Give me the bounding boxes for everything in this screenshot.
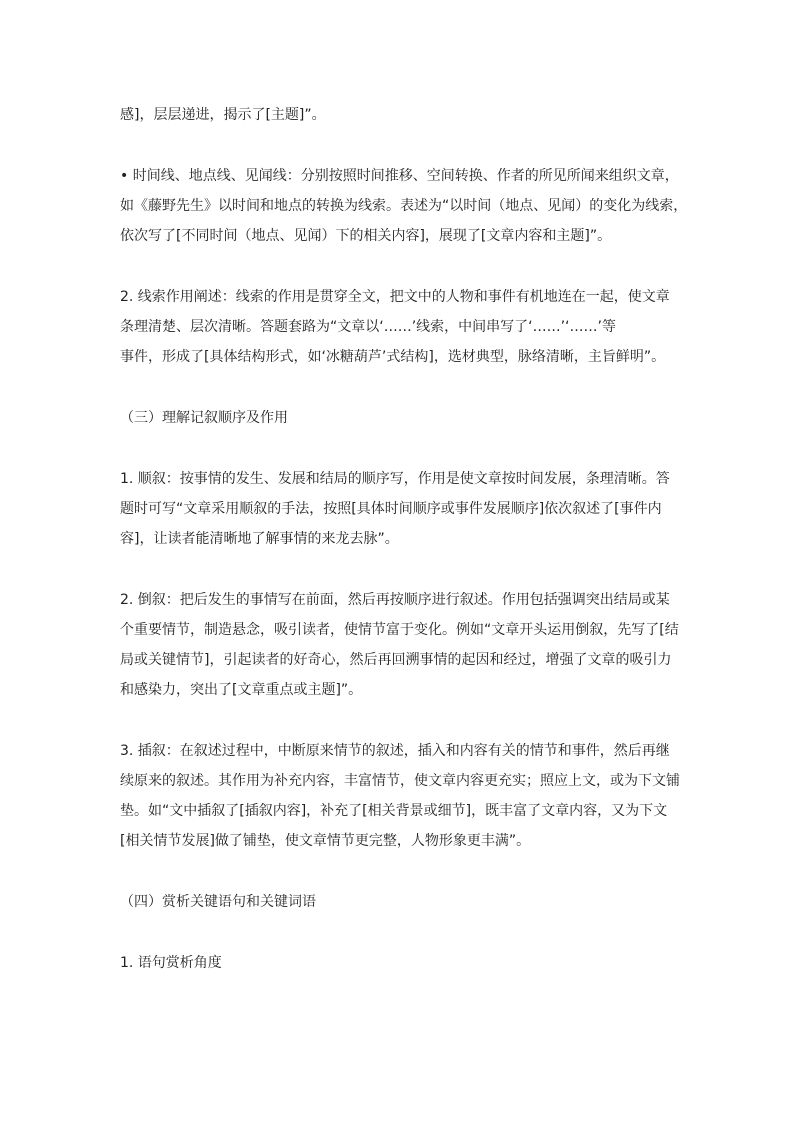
paragraph [120,282,690,372]
paragraph-gap [120,433,690,464]
paragraph [120,585,690,705]
text-line: [相关情节发展]做了铺垫，使文章情节更完整，人物形象更丰满”。 [120,833,531,849]
text-line: 续原来的叙述。其作用为补充内容，丰富情节，使文章内容更充实；照应上文，或为下文铺 [120,773,680,789]
text-line: 事件，形成了[具体结构形式，如‘冰糖葫芦’式结构]，选材典型，脉络清晰，主旨鲜明”。 [120,349,666,365]
heading-text: （三）理解记叙顺序及作用 [120,410,288,426]
text-line: 3. 插叙：在叙述过程中，中断原来情节的叙述，插入和内容有关的情节和事件，然后再继 [120,743,670,759]
subsection-heading [120,948,690,978]
paragraph-gap [120,856,690,887]
heading-text: （四）赏析关键语句和关键词语 [120,894,316,910]
text-line: 个重要情节，制造悬念，吸引读者，使情节富于变化。例如“文章开头运用倒叙，先写了[结 [120,622,679,638]
paragraph-gap [120,554,690,585]
text-line: 感]，层层递进，揭示了[主题]”。 [120,107,326,123]
paragraph-gap [120,251,690,282]
paragraph-gap [120,705,690,736]
paragraph-gap [120,130,690,161]
paragraph-gap [120,917,690,948]
paragraph-gap [120,372,690,403]
section-heading [120,887,690,917]
text-line: 条理清楚、层次清晰。答题套路为“文章以‘……’线索，中间串写了‘……’‘……’等 [120,319,616,335]
text-line: 和感染力，突出了[文章重点或主题]”。 [120,682,363,698]
text-line: 依次写了[不同时间（地点、见闻）下的相关内容]，展现了[文章内容和主题]”。 [120,228,612,244]
text-line: 题时可写“文章采用顺叙的手法，按照[具体时间顺序或事件发展顺序]依次叙述了[事件内 [120,501,662,517]
section-heading [120,403,690,433]
paragraph [120,464,690,554]
text-line: 垫。如“文中插叙了[插叙内容]，补充了[相关背景或细节]，既丰富了文章内容，又为下文 [120,803,668,819]
paragraph [120,161,690,251]
paragraph [120,100,690,130]
text-line: 1. 顺叙：按事情的发生、发展和结局的顺序写，作用是使文章按时间发展，条理清晰。答 [120,471,670,487]
text-line: 2. 倒叙：把后发生的事情写在前面，然后再按顺序进行叙述。作用包括强调突出结局或某 [120,592,670,608]
document-page [120,100,690,978]
text-line: 局或关键情节]，引起读者的好奇心，然后再回溯事情的起因和经过，增强了文章的吸引力 [120,652,672,668]
text-line: 如《藤野先生》以时间和地点的转换为线索。表述为“以时间（地点、见闻）的变化为线索， [120,198,688,214]
text-line: • 时间线、地点线、见闻线：分别按照时间推移、空间转换、作者的所见所闻来组织文章， [120,168,679,184]
text-line: 2. 线索作用阐述：线索的作用是贯穿全文，把文中的人物和事件有机地连在一起，使文章 [120,289,670,305]
text-line: 容]，让读者能清晰地了解事情的来龙去脉”。 [120,531,399,547]
paragraph [120,736,690,856]
heading-text: 1. 语句赏析角度 [120,955,222,971]
